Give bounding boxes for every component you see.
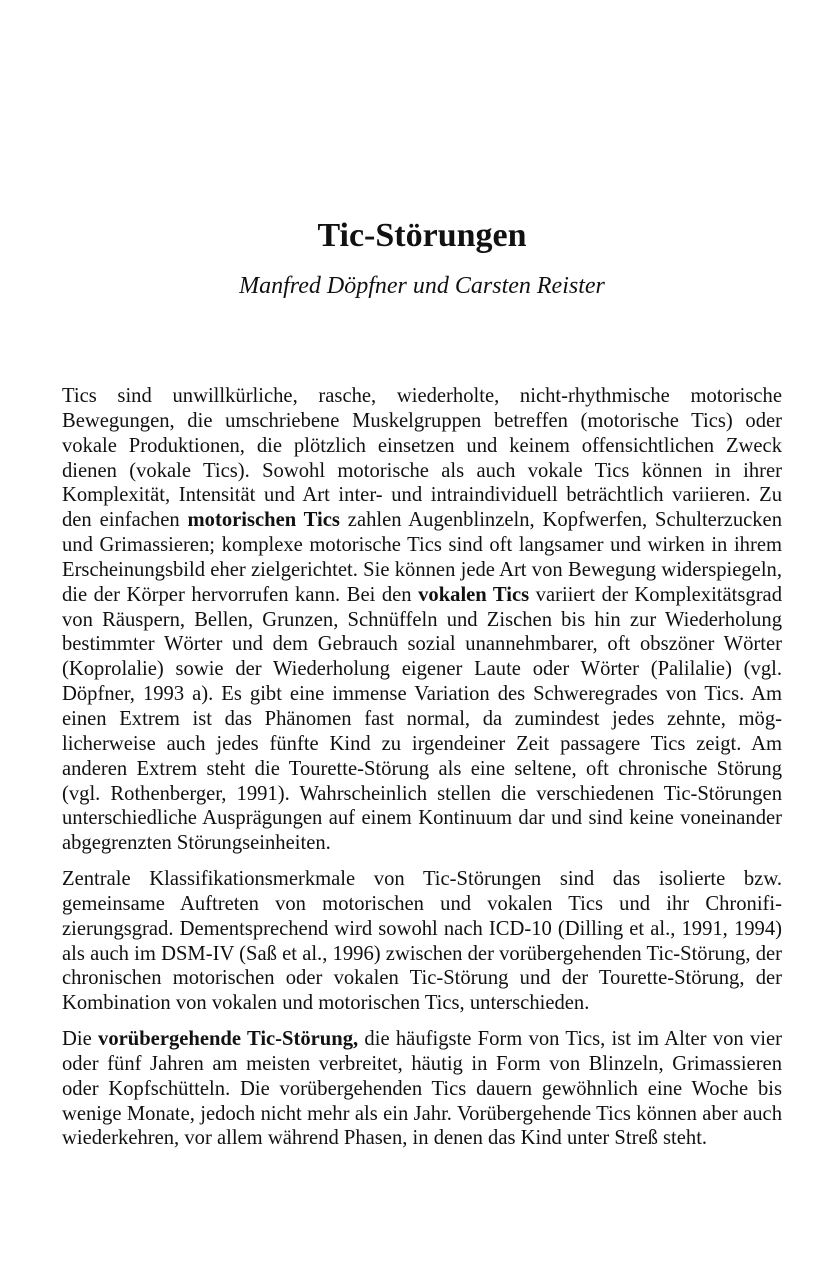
paragraph-1-text-e: variiert der Komplexitätsgrad von Räuspern, Bellen, Grunzen, Schnüffeln und Zischen bis hin zur Wiederholung bestimmter Wörter und dem Gebrauch sozial unannehmbarer, oft obszöner Wörter (Koprolalie) sowie der Wiederholung eigener Laute oder Wörter (Palilalie) (vgl. Döpfner, 1993 a). Es gibt eine immense Variation des Schweregrades von Tics. Am einen Extrem ist das Phänomen fast normal, da zumindest jedes zehnte, möglicherweise auch jedes fünfte Kind zu irgendeiner Zeit passagere Tics zeigt. Am anderen Extrem steht die Tourette-Störung als eine seltene, oft chronische Störung (vgl. Rothenberger, 1991). Wahrscheinlich stellen die verschiedenen Tic-Störungen unterschiedliche Ausprägungen auf einem Kontinuum dar und sind keine voneinander abgegrenzten Störungseinheiten. <box>62 583 782 855</box>
paragraph-3-text-a: Die <box>62 1028 99 1051</box>
body-text <box>62 384 782 1162</box>
term-voruebergehende-tic-stoerung: vorübergehende Tic-Störung, <box>98 1028 359 1051</box>
page-title: Tic-Störungen <box>317 217 527 254</box>
term-motorische-tics: motorischen Tics <box>187 509 340 532</box>
paragraph-1 <box>62 384 782 856</box>
authors: Manfred Döpfner und Carsten Reister <box>239 273 605 299</box>
paragraph-1-text-a: Tics sind unwillkürliche, rasche, wiederholte, nicht-rhythmische motorische Bewegungen, die umschriebene Muskelgruppen betreffen (motorische Tics) oder vokale Produktionen, die plötzlich einsetzen und keinem offensichtlichen Zweck dienen (vokale Tics). Sowohl motorische als auch vokale Tics können in ihrer Komplexität, Intensität und Art inter- und intraindividuell beträchtlich variieren. Zu den einfachen <box>62 385 782 532</box>
paragraph-3-text-c: die häufigste Form von Tics, ist im Alter von vier oder fünf Jahren am meisten verbreitet, häutig in Form von Blinzeln, Grimassieren oder Kopfschütteln. Die vorübergehenden Tics dauern gewöhnlich eine Woche bis wenige Monate, jedoch nicht mehr als ein Jahr. Vorübergehende Tics können aber auch wiederkehren, vor allem während Phasen, in denen das Kind unter Streß steht. <box>62 1028 782 1150</box>
paragraph-2-text: Zentrale Klassifikationsmerkmale von Tic-Störungen sind das isolierte bzw. gemeinsame Auftreten von motorischen und vokalen Tics und ihr Chronifizierungsgrad. Dementsprechend wird sowohl nach ICD-10 (Dilling et al., 1991, 1994) als auch im DSM-IV (Saß et al., 1996) zwischen der vorübergehenden Tic-Störung, der chronischen motorischen oder vokalen Tic-Störung und der Tourette-Störung, der Kombination von vokalen und motorischen Tics, unterschieden. <box>62 868 782 1015</box>
paragraph-1-text-c: zahlen Augenblinzeln, Kopfwerfen, Schulterzucken und Grimassieren; komplexe motorische Tics sind oft langsamer und wirken in ihrem Erscheinungsbild eher zielgerichtet. Sie können jede Art von Bewegung widerspiegeln, die der Körper hervorrufen kann. Bei den <box>62 509 782 606</box>
term-vokale-tics: vokalen Tics <box>418 583 530 606</box>
paragraph-3 <box>62 1027 782 1151</box>
paragraph-2 <box>62 867 782 1016</box>
